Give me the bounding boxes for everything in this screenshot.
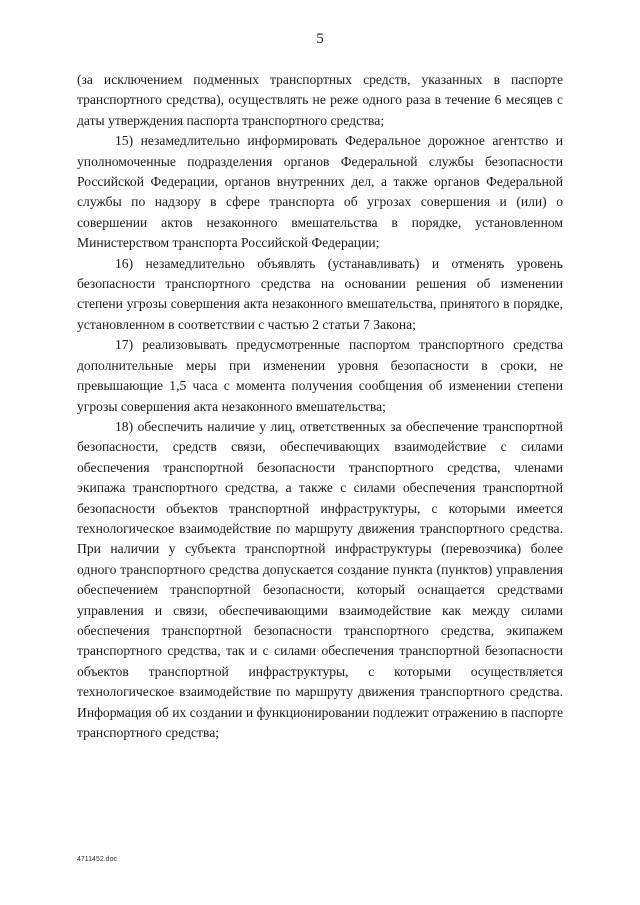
paragraph-item-16: 16) незамедлительно объявлять (устанавливать) и отменять уровень безопасности транспортного средства на основании решения об изменении степени угрозы совершения акта незаконного вмешательства, принятого в порядке, установленном в соответствии с частью 2 статьи 7 Закона;: [77, 255, 563, 332]
paragraph-item-18: 18) обеспечить наличие у лиц, ответственных за обеспечение транспортной безопасности, средств связи, обеспечивающих взаимодействие с силами обеспечения транспортной безопасности транспортного средства, членами экипажа транспортного средства, а также с силами обеспечения транспортной безопасности объектов транспортной инфраструктуры, с которыми имеется технологическое взаимодействие по маршруту движения транспортного средства. При наличии у субъекта транспортной инфраструктуры (перевозчика) более одного транспортного средства допускается создание пункта (пунктов) управления обеспечением транспортной безопасности, который оснащается средствами управления и связи, обеспечивающими взаимодействие как между силами обеспечения транспортной безопасности транспортного средства, экипажем транспортного средства, так и с силами обеспечения транспортной безопасности объектов транспортной инфраструктуры, с которыми осуществляется технологическое взаимодействие по маршруту движения транспортного средства. Информация об их создании и функционировании подлежит отражению в паспорте транспортного средства;: [77, 418, 563, 740]
document-body: [77, 70, 563, 743]
page-number: 5: [316, 31, 324, 47]
paragraph-item-17: 17) реализовывать предусмотренные паспортом транспортного средства дополнительные меры при изменении уровня безопасности в сроки, не превышающие 1,5 часа с момента получения сообщения об изменении степени угрозы совершения акта незаконного вмешательства;: [77, 337, 563, 414]
paragraph-item-15: 15) незамедлительно информировать Федеральное дорожное агентство и уполномоченные подразделения органов Федеральной службы безопасности Российской Федерации, органов внутренних дел, а также органов Федеральной службы по надзору в сфере транспорта об угрозах совершения и (или) о совершении актов незаконного вмешательства в порядке, установленном Министерством транспорта Российской Федерации;: [77, 133, 563, 251]
paragraph-continuation: (за исключением подменных транспортных средств, указанных в паспорте транспортного средства), осуществлять не реже одного раза в течение 6 месяцев с даты утверждения паспорта транспортного средства;: [77, 72, 563, 128]
document-filename: 4711452.doc: [77, 856, 117, 863]
